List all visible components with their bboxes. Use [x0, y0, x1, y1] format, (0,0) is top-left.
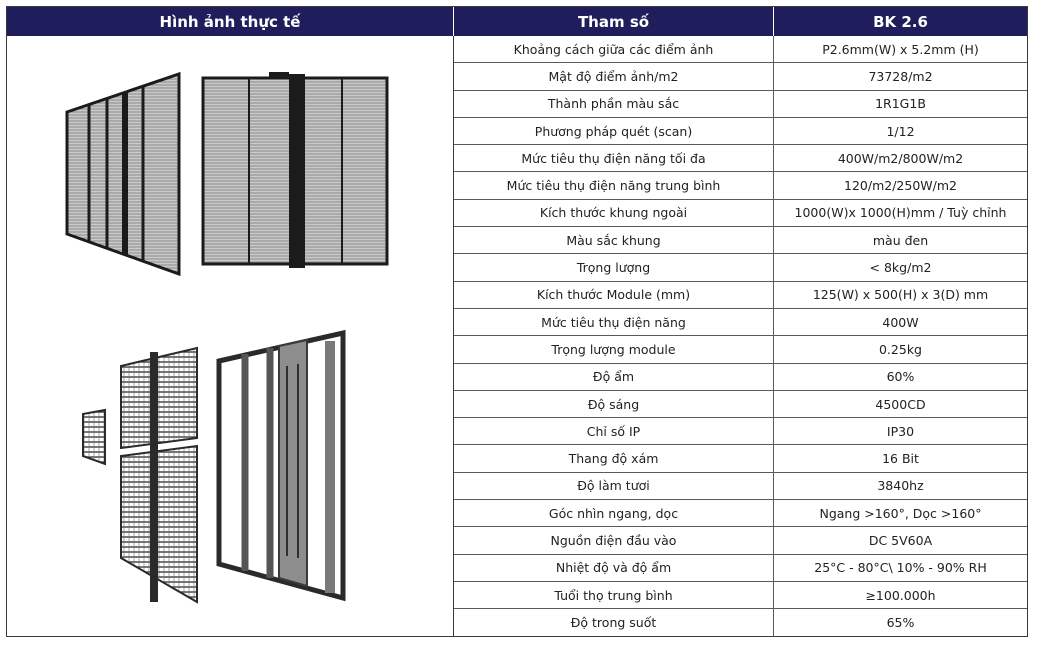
spec-value: 73728/m2	[868, 68, 933, 84]
spec-value: 1/12	[886, 123, 915, 139]
spec-row	[454, 63, 1027, 90]
spec-table	[6, 6, 1028, 637]
spec-parameter: Độ trong suốt	[454, 609, 774, 636]
spec-parameter: Trọng lượng module	[454, 336, 774, 362]
spec-parameter: Mật độ điểm ảnh/m2	[454, 63, 774, 89]
spec-row	[454, 227, 1027, 254]
spec-parameter: Tuổi thọ trung bình	[454, 582, 774, 608]
header-images: Hình ảnh thực tế	[7, 7, 454, 36]
spec-value: P2.6mm(W) x 5.2mm (H)	[822, 41, 979, 57]
spec-value: Ngang >160°, Dọc >160°	[819, 505, 982, 521]
spec-parameter: Mức tiêu thụ điện năng	[454, 309, 774, 335]
spec-parameter: Khoảng cách giữa các điểm ảnh	[454, 36, 774, 62]
spec-value: IP30	[886, 423, 915, 439]
spec-row	[454, 172, 1027, 199]
spec-row	[454, 527, 1027, 554]
header-parameter: Tham số	[454, 7, 774, 36]
spec-row	[454, 336, 1027, 363]
spec-row	[454, 91, 1027, 118]
spec-value: DC 5V60A	[868, 532, 933, 548]
spec-parameter: Kích thước khung ngoài	[454, 200, 774, 226]
spec-row	[454, 609, 1027, 636]
spec-parameter: Kích thước Module (mm)	[454, 282, 774, 308]
led-frame-assembly-view	[219, 333, 343, 598]
spec-value: 16 Bit	[882, 451, 919, 467]
spec-parameter: Phương pháp quét (scan)	[454, 118, 774, 144]
spec-parameter: Màu sắc khung	[454, 227, 774, 253]
spec-parameter: Mức tiêu thụ điện năng trung bình	[454, 172, 774, 198]
spec-value: 60%	[886, 369, 915, 385]
spec-row	[454, 36, 1027, 63]
led-panel-angled-view	[67, 74, 179, 274]
spec-parameter: Thang độ xám	[454, 445, 774, 471]
spec-value: ≥100.000h	[865, 587, 936, 603]
spec-parameter: Nguồn điện đầu vào	[454, 527, 774, 553]
spec-value: 65%	[886, 615, 915, 631]
spec-row	[454, 500, 1027, 527]
spec-row	[454, 364, 1027, 391]
spec-value: 4500CD	[875, 396, 926, 412]
led-module-exploded-view	[83, 348, 197, 602]
spec-value: 1000(W)x 1000(H)mm / Tuỳ chỉnh	[794, 205, 1007, 221]
spec-value: 1R1G1B	[875, 96, 926, 112]
spec-parameter: Chỉ số IP	[454, 418, 774, 444]
led-panel-front-view	[203, 72, 387, 268]
spec-parameter: Trọng lượng	[454, 254, 774, 280]
spec-row	[454, 118, 1027, 145]
spec-value: 125(W) x 500(H) x 3(D) mm	[812, 287, 989, 303]
spec-value: 400W	[882, 314, 919, 330]
spec-value: 0.25kg	[878, 341, 922, 357]
spec-parameter: Độ làm tươi	[454, 473, 774, 499]
header-model: BK 2.6	[774, 7, 1027, 36]
spec-row	[454, 254, 1027, 281]
spec-value: 3840hz	[877, 478, 924, 494]
spec-row	[454, 582, 1027, 609]
spec-value: 25°C - 80°C\ 10% - 90% RH	[814, 560, 987, 576]
spec-parameter: Độ ẩm	[454, 364, 774, 390]
spec-row	[454, 145, 1027, 172]
spec-row	[454, 200, 1027, 227]
spec-parameter: Mức tiêu thụ điện năng tối đa	[454, 145, 774, 171]
spec-row	[454, 309, 1027, 336]
spec-value: 120/m2/250W/m2	[844, 178, 957, 194]
spec-value: màu đen	[872, 232, 929, 248]
spec-row	[454, 418, 1027, 445]
product-images-column	[7, 36, 454, 636]
product-images	[7, 36, 453, 636]
spec-parameter: Góc nhìn ngang, dọc	[454, 500, 774, 526]
spec-row	[454, 391, 1027, 418]
spec-parameter: Thành phần màu sắc	[454, 91, 774, 117]
spec-parameter: Độ sáng	[454, 391, 774, 417]
spec-row	[454, 282, 1027, 309]
spec-value: < 8kg/m2	[869, 260, 932, 276]
spec-rows	[454, 36, 1027, 637]
spec-value: 400W/m2/800W/m2	[837, 150, 964, 166]
spec-row	[454, 555, 1027, 582]
spec-parameter: Nhiệt độ và độ ẩm	[454, 555, 774, 581]
spec-row	[454, 445, 1027, 472]
spec-row	[454, 473, 1027, 500]
